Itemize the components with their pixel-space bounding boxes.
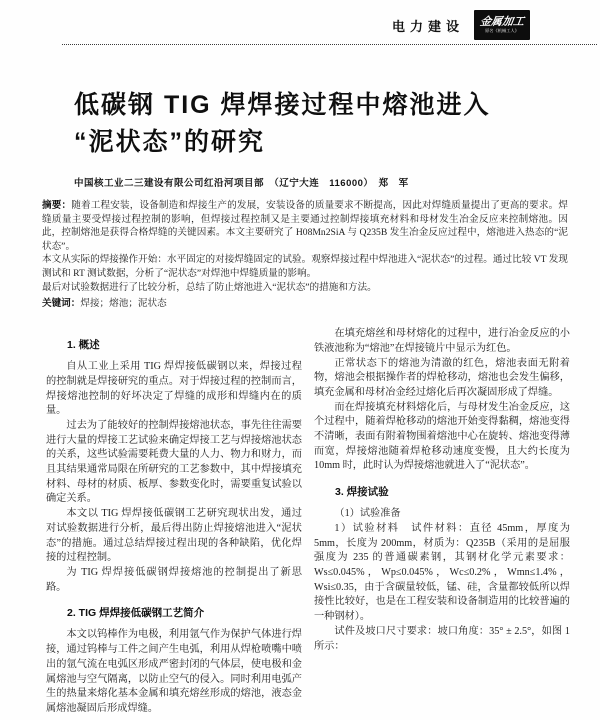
- article-title: [74, 87, 560, 161]
- keywords-line: [42, 297, 568, 311]
- body-columns: [46, 327, 570, 716]
- body-paragraph: 正常状态下的熔池为清澈的红色，熔池表面无附着物，熔池会根据操作者的焊枪移动，熔池也会发生偏移，填充金属和母材冶金经过熔化后再次凝固形成了焊缝。: [314, 357, 570, 398]
- body-paragraph: （1）试验准备: [334, 508, 401, 520]
- body-paragraph: 为 TIG 焊焊接低碳钢焊接熔池的控制提出了新思路。: [46, 567, 302, 593]
- author-affiliation-line: 中国核工业二三建设有限公司红沿河项目部 （辽宁大连 116000） 郑 军: [74, 178, 409, 189]
- abstract-text-3: 最后对试验数据进行了比较分析，总结了防止熔池进入“泥状态”的措施和方法。: [42, 281, 377, 293]
- body-paragraph: 过去为了能较好的控制焊接熔池状态，事先往往需要进行大量的焊接工艺试验来确定焊接工艺与焊接熔池状态的关系，这些试验需要耗费大量的人力、物力和财力，而且其结果通常局限在所研究的工艺参数中，其中焊接填充材料、母材的材质、板厚、参数变化时，需要重复试验以确定关系。: [46, 419, 302, 505]
- body-paragraph: 本文以钨棒作为电极，利用氩气作为保护气体进行焊接，通过钨棒与工件之间产生电弧，利用从焊枪喷嘴中喷出的氩气流在电弧区形成严密封闭的气体层，使电极和金属熔池与空气隔离，以防止空气的侵入。同时利用电弧产生的热量来熔化基本金属和填充熔丝形成的熔池，液态金属熔池凝固后形成焊缝。: [46, 629, 302, 714]
- keywords-text: 焊接；熔池；泥状态: [80, 298, 167, 310]
- section-heading: 2. TIG 焊焊接低碳钢工艺简介: [67, 607, 205, 620]
- article-title-line1: 低碳钢 TIG 焊焊接过程中熔池进入: [74, 91, 491, 119]
- abstract-paragraph: [42, 199, 568, 253]
- body-paragraph: 而在焊接填充材料熔化后，与母材发生冶金反应，这个过程中，随着焊枪移动的熔池开始变得黏稠，熔池变得不清晰，表面有附着物围着熔池中心在旋转、熔池变得薄而宽，焊接熔池随着焊枪移动速度变慢，且大约长度为 10mm 时，此时认为焊接熔池就进入了“泥状态”。: [314, 401, 570, 472]
- abstract-block: [42, 199, 568, 294]
- body-paragraph: 试件及坡口尺寸要求：坡口角度：35° ± 2.5°，如图 1 所示：: [314, 625, 570, 652]
- magazine-logo-subtitle: 原名《机械工人》: [484, 28, 519, 34]
- section-heading: 1. 概述: [67, 339, 100, 352]
- abstract-label: 摘要：: [42, 200, 72, 211]
- page-header: [0, 0, 600, 44]
- body-paragraph: 1）试验材料 试件材料：直径 45mm，厚度为 5mm，长度为 200mm，材质为：Q235B（采用的是屈服强度为 235 的普通碳素钢，其钢材化学元素要求：Ws≤0.045%，Wp≤0.045%，Wc≤0.2%，Wmn≤1.4%，Wsi≤0.35，由于含碳量较低，锰、硅，含量都较低所以焊接性比较好，也是在工程安装和设备制造用的比较普遍的一种钢材）。: [314, 522, 570, 623]
- magazine-logo-title: 金属加工: [479, 14, 525, 28]
- abstract-text-1: 随着工程安装，设备制造和焊接生产的发展，安装设备的质量要求不断提高，因此对焊缝质量提出了更高的要求。焊缝质量主要受焊接过程控制的影响，但焊接过程控制又是主要通过控制焊接填充材料和母材发生冶金反应来控制熔池。因此，控制熔池是获得合格焊缝的关键因素。本文主要研究了 H08Mn2SiA 与 Q235B 发生冶金反应过程中，熔池进入热态的“泥状态”。: [42, 200, 569, 252]
- keywords-label: 关键词：: [42, 298, 81, 310]
- journal-name: 电力建设: [391, 18, 464, 34]
- body-paragraph: 本文以 TIG 焊焊接低碳钢工艺研究现状出发，通过对试验数据进行分析，最后得出防止焊接熔池进入“泥状态”的措施。通过总结焊接过程出现的各种缺陷，优化焊接的过程控制。: [46, 508, 302, 564]
- section-heading: 3. 焊接试验: [335, 486, 389, 499]
- header-divider: [62, 44, 597, 45]
- article-title-line2: “泥状态”的研究: [74, 128, 266, 156]
- abstract-text-2: 本文从实际的焊接操作开始：水平固定的对接焊缝固定的试验。观察焊接过程中焊池进入“泥状态”的过程。通过比较 VT 发现测试和 RT 测试数据，分析了“泥状态”对焊池中焊缝质量的影响。: [42, 254, 568, 279]
- right-column: [314, 327, 570, 716]
- magazine-logo: [474, 10, 530, 40]
- left-column: [46, 327, 302, 716]
- body-paragraph: 自从工业上采用 TIG 焊焊接低碳钢以来，焊接过程的控制就是焊接研究的重点。对于焊接过程的控制而言，焊接熔池控制的好坏决定了焊缝的成形和焊缝内在的质量。: [46, 361, 302, 417]
- body-paragraph: 在填充熔丝和母材熔化的过程中，进行冶金反应的小铁液池称为“熔池”在焊接镜片中显示为红色。: [314, 328, 570, 354]
